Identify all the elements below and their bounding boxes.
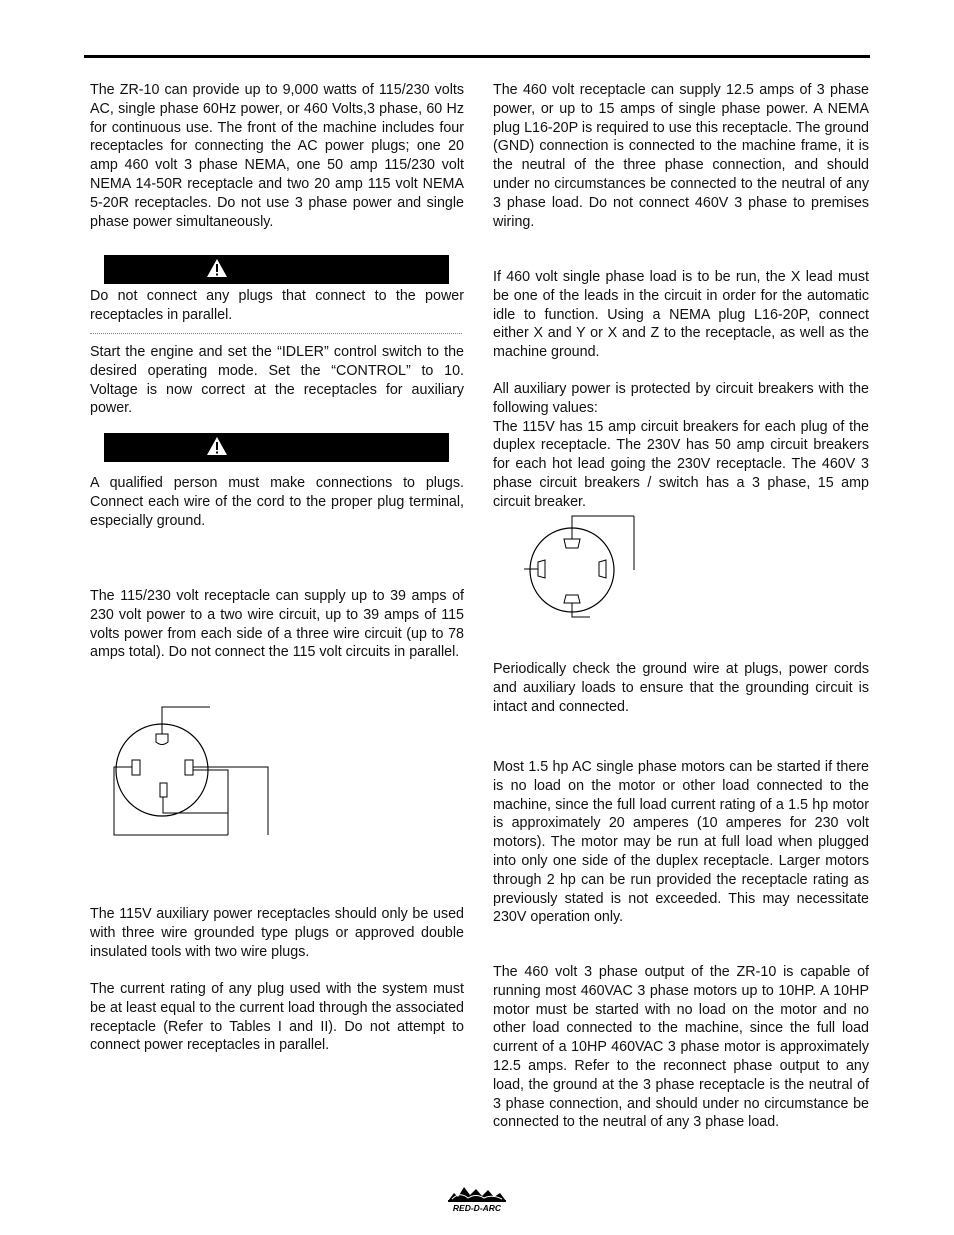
engine-start-paragraph: Start the engine and set the “IDLER” control switch to the desired operating mode. Set the “CONTROL” to 10. Voltage is now correct at the receptacles for auxiliary power. <box>90 344 464 417</box>
receptacle-460v-paragraph: The 460 volt receptacle can supply 12.5 amps of 3 phase power, or up to 15 amps of single phase power. A NEMA plug L16-20P is required to use this receptacle. The ground (GND) connection is connected to the machine frame, it is the neutral of the three phase connection, and should under no circumstances be connected to the neutral of any 3 phase load. Do not connect 460V 3 phase to premises wiring. <box>493 82 869 230</box>
header-rule <box>84 55 870 58</box>
parallel-warning-text: Do not connect any plugs that connect to the power receptacles in parallel. <box>90 288 464 323</box>
current-rating-paragraph: The current rating of any plug used with the system must be at least equal to the current load through the associated receptacle (Refer to Tables I and II). Do not attempt to connect power receptacles in parallel. <box>90 981 464 1054</box>
warning-icon <box>206 258 228 278</box>
receptacle-230v-paragraph: The 115/230 volt receptacle can supply up to 39 amps of 230 volt power to a two wire circuit, up to 39 amps of 115 volts power from each side of a three wire circuit (up to 78 amps total). Do not connect the 115 volt circuits in parallel. <box>90 588 464 661</box>
warning-icon <box>206 436 228 456</box>
warning-banner <box>104 255 449 284</box>
intro-paragraph: The ZR-10 can provide up to 9,000 watts of 115/230 volts AC, single phase 60Hz power, or 460 Volts,3 phase, 60 Hz for continuous use. The front of the machine includes four receptacles for connecting the AC power plugs; one 20 amp 460 volt 3 phase NEMA, one 50 amp 115/230 volt NEMA 14-50R receptacle and two 20 amp 115 volt NEMA 5-20R receptacles. Do not use 3 phase power and single phase power simultaneously. <box>90 82 464 230</box>
logo-text: RED-D-ARC <box>452 1203 502 1213</box>
section-divider <box>90 333 462 334</box>
red-d-arc-logo <box>446 1181 508 1218</box>
receptacle-l16-20r-diagram <box>518 510 648 625</box>
ground-check-paragraph: Periodically check the ground wire at plugs, power cords and auxiliary loads to ensure that the grounding circuit is intact and connected. <box>493 661 869 715</box>
aux-receptacle-paragraph: The 115V auxiliary power receptacles should only be used with three wire grounded type plugs or approved double insulated tools with two wire plugs. <box>90 906 464 960</box>
qualified-person-warning-text: A qualified person must make connections to plugs. Connect each wire of the cord to the proper plug terminal, especially ground. <box>90 475 464 529</box>
single-phase-460v-paragraph: If 460 volt single phase load is to be run, the X lead must be one of the leads in the circuit in order for the automatic idle to function. Using a NEMA plug L16-20P, connect either X and Y or X and Z to the receptacle, as well as the machine ground. <box>493 269 869 361</box>
warning-banner <box>104 433 449 462</box>
receptacle-14-50r-diagram <box>100 695 280 845</box>
motor-starting-paragraph: Most 1.5 hp AC single phase motors can be started if there is no load on the motor or other load connected to the machine, since the full load current rating of a 1.5 hp motor is approximately 20 amperes (10 amperes for 230 volt motors). The motor may be run at full load when plugged into only one side of the duplex receptacle. Larger motors through 2 hp can be run provided the receptacle rating as previously stated is not exceeded. This may necessitate 230V operation only. <box>493 759 869 926</box>
circuit-breaker-paragraph: All auxiliary power is protected by circuit breakers with the following values: The 115V has 15 amp circuit breakers for each plug of the duplex receptacle. The 230V has 50 amp circuit breakers for each hot lead going the 230V receptacle. The 460V 3 phase circuit breakers / switch has a 3 phase, 15 amp circuit breaker. <box>493 381 869 510</box>
three-phase-motor-paragraph: The 460 volt 3 phase output of the ZR-10 is capable of running most 460VAC 3 phase motors up to 10HP. A 10HP motor must be started with no load on the motor and no other load connected to the machine, since the full load current of a 10HP 460VAC 3 phase motor is approximately 12.5 amps. Refer to the reconnect phase output to any load, the ground at the 3 phase receptacle is the neutral of 3 phase connection, and should under no circumstance be connected to the neutral of any 3 phase load. <box>493 964 869 1131</box>
